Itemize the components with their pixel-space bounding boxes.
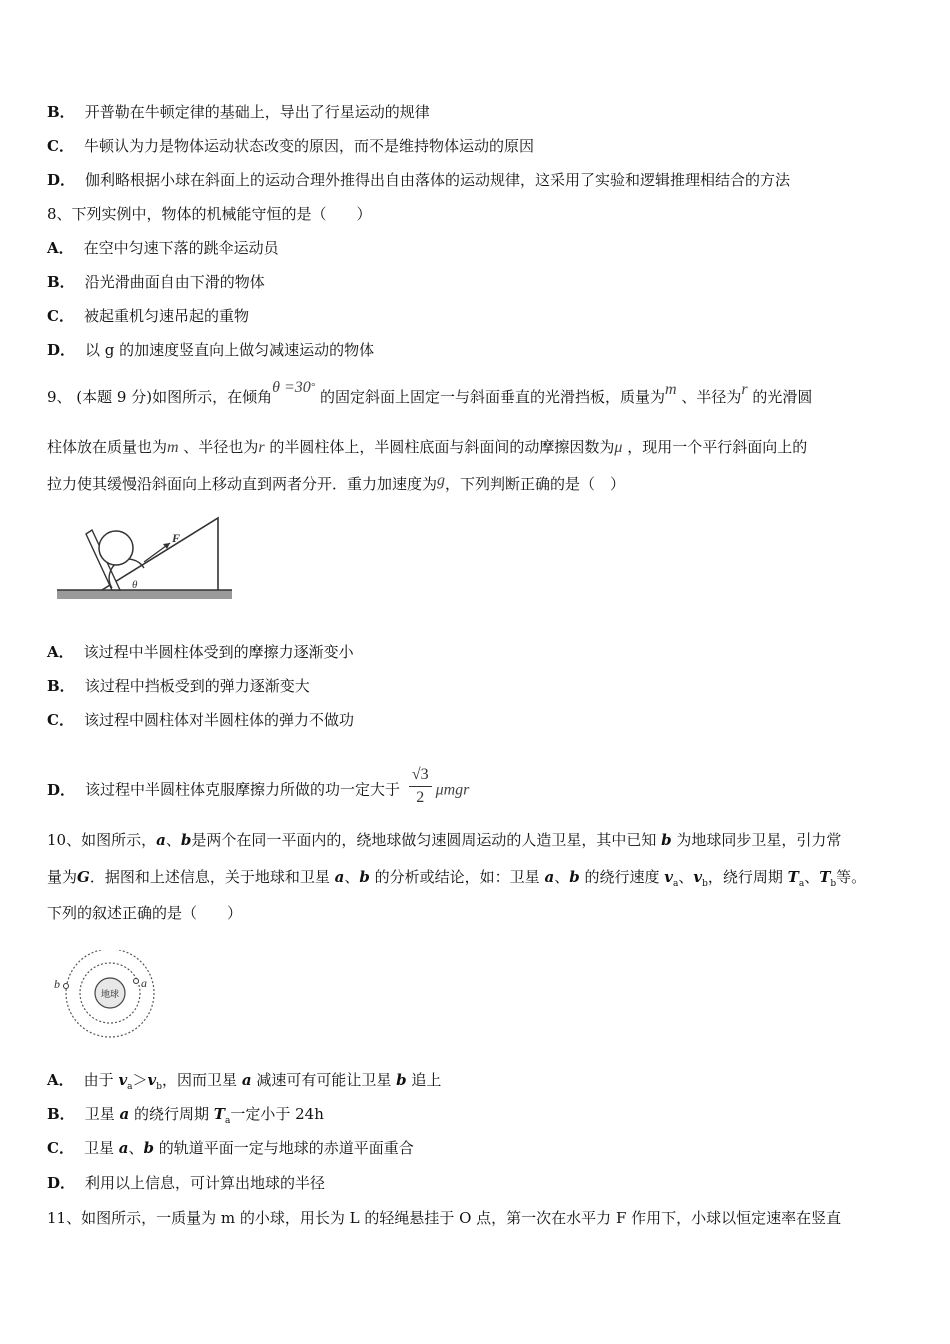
svg-text:b: b xyxy=(54,977,60,991)
q10-stem-line3: 下列的叙述正确的是（ ） xyxy=(47,904,243,922)
svg-text:地球: 地球 xyxy=(100,990,120,1000)
satellite-b xyxy=(64,984,69,989)
q8-stem: 8、下列实例中，物体的机械能守恒的是（ ） xyxy=(47,205,372,223)
fraction-sqrt3-over-2: $\frac{√3}{2}$ xyxy=(409,764,432,809)
q10-stem-line1: 10、如图所示，a、b是两个在同一平面内的，绕地球做匀速圆周运动的人造卫星，其中已知 b 为地球同步卫星，引力常 xyxy=(47,831,842,849)
cylinder xyxy=(99,531,133,565)
q7-option-c: C． 牛顿认为力是物体运动状态改变的原因，而不是维持物体运动的原因 xyxy=(47,137,534,155)
q9-stem-line3: 拉力使其缓慢沿斜面向上移动直到两者分开．重力加速度为g，下列判断正确的是（ ） xyxy=(47,472,626,493)
svg-text:a: a xyxy=(141,976,147,990)
q10-stem-line2: 量为G．据图和上述信息，关于地球和卫星 a、b 的分析或结论，如：卫星 a、b 的绕行速度 $v_a$、$v_b$，绕行周期 $T_a$、$T_b$等。 xyxy=(47,868,867,889)
q8-option-c: C． 被起重机匀速吊起的重物 xyxy=(47,307,249,325)
q8-option-d: D． 以 g 的加速度竖直向上做匀减速运动的物体 xyxy=(47,341,375,359)
q7-option-b: B． 开普勒在牛顿定律的基础上，导出了行星运动的规律 xyxy=(47,103,430,121)
angle-label: θ xyxy=(132,579,138,591)
theta-value: θ =30° xyxy=(272,379,316,396)
q9-option-a: A． 该过程中半圆柱体受到的摩擦力逐渐变小 xyxy=(47,643,354,661)
q9-option-d: D． 该过程中半圆柱体克服摩擦力所做的功一定大于 $\frac{√3}{2}$ μmgr xyxy=(47,768,469,813)
q9-option-c: C． 该过程中圆柱体对半圆柱体的弹力不做功 xyxy=(47,711,354,729)
ground xyxy=(57,590,232,599)
q8-option-a: A． 在空中匀速下落的跳伞运动员 xyxy=(47,239,279,257)
q10-option-c: C． 卫星 a、b 的轨道平面一定与地球的赤道平面重合 xyxy=(47,1139,414,1157)
satellite-a xyxy=(134,979,139,984)
q9-option-b: B． 该过程中挡板受到的弹力逐渐变大 xyxy=(47,677,310,695)
q11-stem: 11、如图所示，一质量为 m 的小球，用长为 L 的轻绳悬挂于 O 点，第一次在水平力 F 作用下，小球以恒定速率在竖直 xyxy=(47,1209,842,1227)
q10-orbit-figure xyxy=(50,950,160,1040)
q9-incline-figure xyxy=(52,510,242,606)
q10-option-b: B． 卫星 a 的绕行周期 $T_a$一定小于 24h xyxy=(47,1105,324,1126)
q9-stem-line2: 柱体放在质量也为m 、半径也为r 的半圆柱体上，半圆柱底面与斜面间的动摩擦因数为μ ，现用一个平行斜面向上的 xyxy=(47,438,808,456)
q9-stem-line1: 9、 (本题 9 分)如图所示，在倾角θ =30° 的固定斜面上固定一与斜面垂直的光滑挡板，质量为m 、半径为r 的光滑圆 xyxy=(47,379,813,406)
q10-option-a: A． 由于 $v_a>v_b$，因而卫星 a 减速可有可能让卫星 b 追上 xyxy=(47,1071,442,1092)
q10-option-d: D． 利用以上信息，可计算出地球的半径 xyxy=(47,1174,326,1192)
q7-option-d: D． 伽利略根据小球在斜面上的运动合理外推得出自由落体的运动规律，这采用了实验和逻辑推理相结合的方法 xyxy=(47,171,791,189)
q8-option-b: B． 沿光滑曲面自由下滑的物体 xyxy=(47,273,265,291)
force-label: F xyxy=(172,531,181,545)
